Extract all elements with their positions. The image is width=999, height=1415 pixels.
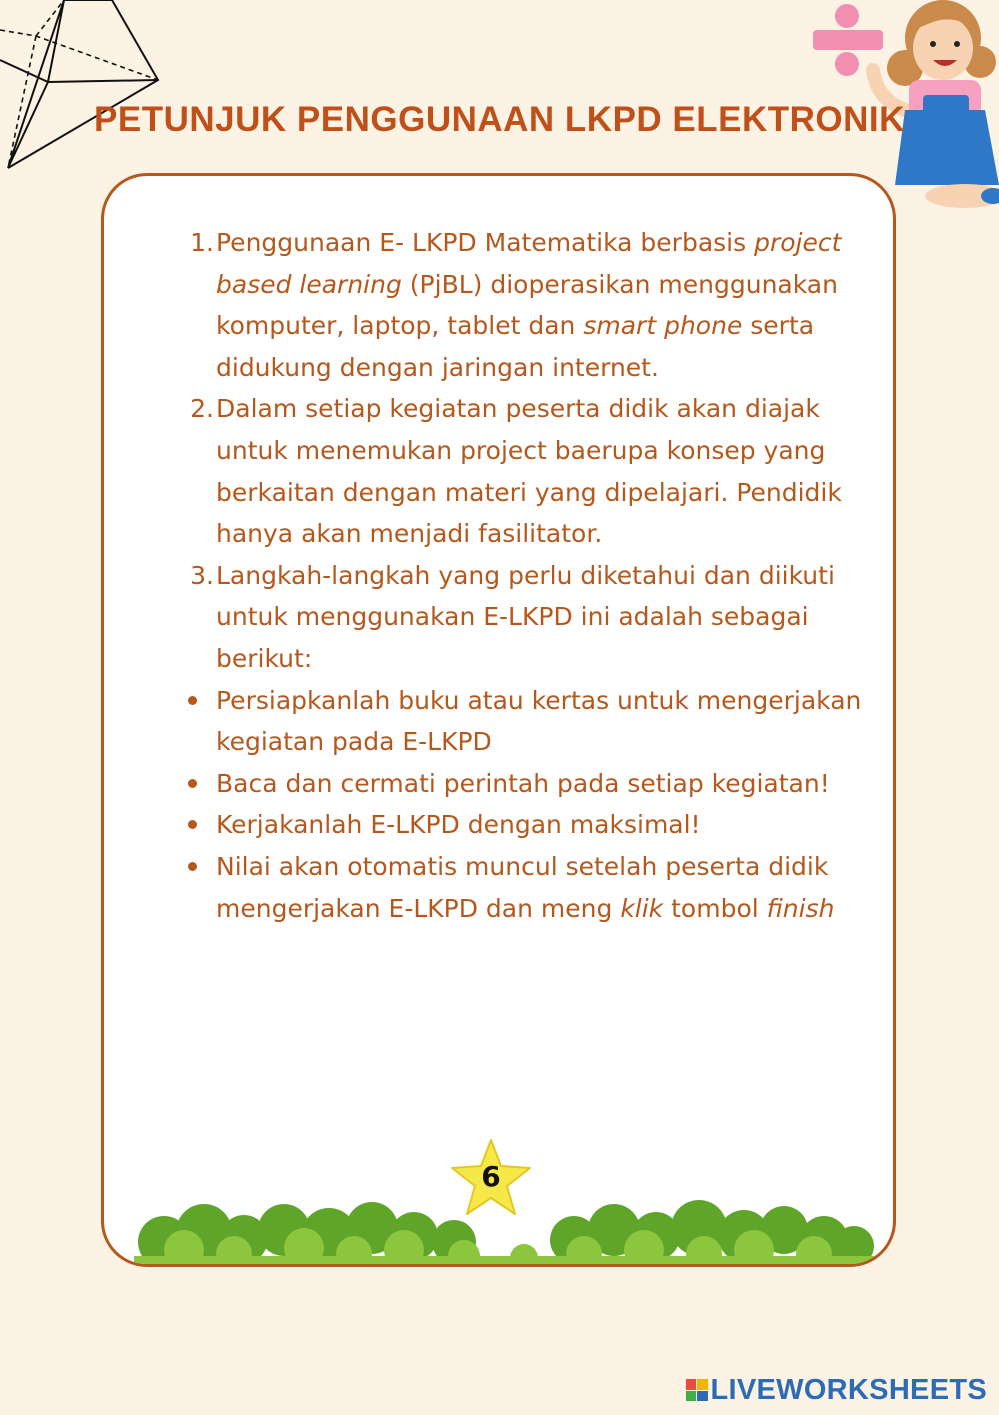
item-text <box>214 763 862 805</box>
bullet-dot <box>182 763 214 805</box>
text-segment: Dalam setiap kegiatan peserta didik akan diajak untuk menemukan project baerupa konsep yang berkaitan dengan materi yang dipelajari. Pendidik hanya akan menjadi fasilitator. <box>216 394 842 549</box>
text-segment: (PjBL) dioperasikan menggunakan komputer, laptop, tablet dan <box>216 269 838 341</box>
item-number: 2. <box>190 394 214 424</box>
numbered-item <box>182 388 862 554</box>
item-number: 3. <box>190 560 214 590</box>
bullet-dot <box>182 680 214 763</box>
bullet-item <box>182 846 862 929</box>
text-segment: Baca dan cermati perintah pada setiap kegiatan! <box>216 768 830 798</box>
watermark-text: LIVEWORKSHEETS <box>710 1373 987 1406</box>
italic-term: project based learning <box>216 228 842 299</box>
bullet-dot <box>182 804 214 846</box>
item-number: 1. <box>190 228 214 257</box>
italic-term: smart phone <box>583 311 743 341</box>
italic-term: finish <box>766 893 835 923</box>
watermark <box>686 1374 988 1406</box>
instruction-card <box>101 173 896 1267</box>
item-text <box>214 846 862 929</box>
page-title: PETUNJUK PENGGUNAAN LKPD ELEKTRONIK <box>94 100 905 139</box>
numbered-item <box>182 555 862 680</box>
text-segment: Nilai akan otomatis muncul setelah peserta didik mengerjakan E-LKPD dan meng <box>216 851 829 923</box>
item-text <box>214 388 862 554</box>
text-segment: Langkah-langkah yang perlu diketahui dan diikuti untuk menggunakan E-LKPD ini adalah sebagai berikut: <box>216 560 835 673</box>
instruction-list <box>182 222 862 929</box>
bullet-dot <box>182 846 214 929</box>
item-text <box>214 222 862 388</box>
page-number-badge <box>446 1138 536 1218</box>
text-segment: Persiapkanlah buku atau kertas untuk mengerjakan kegiatan pada E-LKPD <box>216 685 862 757</box>
bullet-item <box>182 763 862 805</box>
pyramid-icon <box>0 0 170 175</box>
page-number: 6 <box>481 1160 501 1193</box>
item-text <box>214 555 862 680</box>
liveworksheets-logo-icon <box>686 1379 708 1401</box>
text-segment: Kerjakanlah E-LKPD dengan maksimal! <box>216 810 701 840</box>
text-segment: serta didukung dengan jaringan internet. <box>216 311 815 382</box>
text-segment: tombol <box>663 893 767 923</box>
item-text <box>214 680 862 763</box>
numbered-item <box>182 222 862 388</box>
text-segment: Penggunaan E- LKPD Matematika berbasis <box>216 228 755 257</box>
item-text <box>214 804 862 846</box>
bullet-item <box>182 804 862 846</box>
italic-term: klik <box>620 893 664 923</box>
bullet-item <box>182 680 862 763</box>
